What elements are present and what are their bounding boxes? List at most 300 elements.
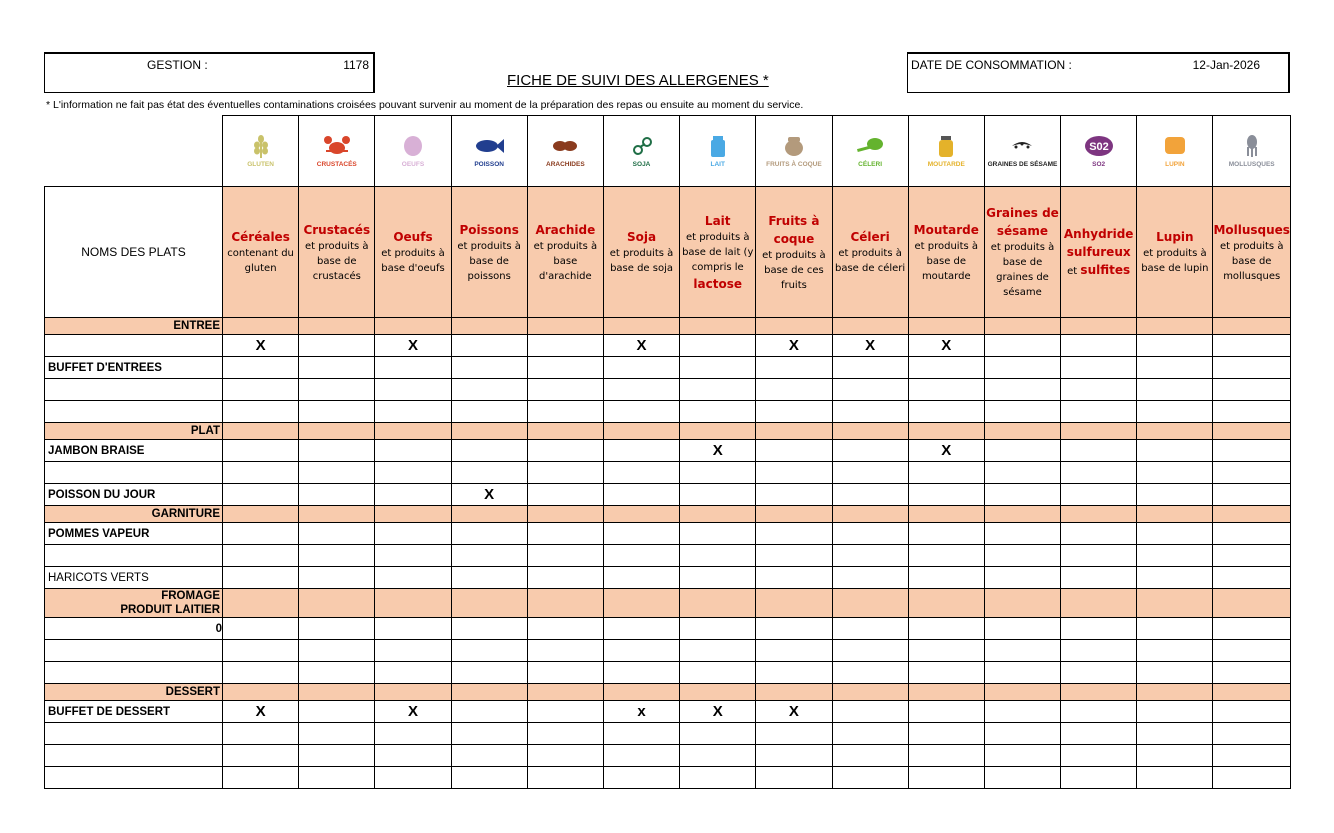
allergen-cell[interactable] <box>984 357 1060 379</box>
allergen-cell[interactable] <box>908 545 984 567</box>
table-row <box>45 640 1291 662</box>
allergen-cell[interactable] <box>984 545 1060 567</box>
allergen-cell[interactable] <box>603 723 679 745</box>
allergen-cell[interactable] <box>1137 723 1213 745</box>
allergen-cell[interactable] <box>1061 618 1137 640</box>
allergen-cell[interactable] <box>375 723 451 745</box>
allergen-cell[interactable] <box>680 545 756 567</box>
allergen-cell[interactable] <box>756 767 832 789</box>
allergen-cell <box>832 423 908 440</box>
allergen-cell[interactable] <box>451 335 527 357</box>
allergen-cell[interactable] <box>603 462 679 484</box>
allergen-cell[interactable] <box>299 484 375 506</box>
allergen-cell[interactable] <box>984 701 1060 723</box>
crustac-s-icon <box>322 134 352 158</box>
allergen-cell[interactable] <box>984 767 1060 789</box>
allergen-cell[interactable] <box>603 545 679 567</box>
allergen-cell <box>1061 318 1137 335</box>
allergen-cell[interactable] <box>1213 701 1291 723</box>
allergen-cell[interactable] <box>1137 662 1213 684</box>
allergen-cell[interactable] <box>832 745 908 767</box>
allergen-cell[interactable] <box>375 767 451 789</box>
allergen-cell[interactable] <box>756 618 832 640</box>
allergen-cell[interactable] <box>1137 484 1213 506</box>
allergen-cell[interactable] <box>832 484 908 506</box>
allergen-cell[interactable] <box>680 335 756 357</box>
allergen-cell[interactable] <box>299 401 375 423</box>
allergen-cell[interactable] <box>603 357 679 379</box>
allergen-cell[interactable] <box>984 462 1060 484</box>
allergen-cell[interactable] <box>603 618 679 640</box>
allergen-cell[interactable] <box>1061 640 1137 662</box>
allergen-cell[interactable] <box>527 462 603 484</box>
allergen-cell[interactable] <box>680 662 756 684</box>
allergen-cell[interactable] <box>908 723 984 745</box>
allergen-mark: X <box>712 441 723 459</box>
allergen-cell[interactable] <box>680 767 756 789</box>
dish-name[interactable]: JAMBON BRAISE <box>45 440 223 462</box>
dish-name[interactable] <box>45 379 223 401</box>
allergen-cell[interactable] <box>603 401 679 423</box>
allergen-cell[interactable] <box>451 662 527 684</box>
allergen-cell[interactable] <box>908 357 984 379</box>
allergen-cell[interactable] <box>908 401 984 423</box>
allergen-cell[interactable] <box>223 357 299 379</box>
allergen-cell[interactable] <box>1061 662 1137 684</box>
allergen-cell[interactable] <box>527 523 603 545</box>
allergen-cell[interactable] <box>1137 567 1213 589</box>
allergen-cell[interactable] <box>1213 401 1291 423</box>
allergen-cell[interactable] <box>603 662 679 684</box>
allergen-cell[interactable] <box>299 335 375 357</box>
table-row <box>45 523 1291 545</box>
allergen-cell[interactable] <box>527 767 603 789</box>
allergen-desc: et produits à base de graines de sésame <box>990 242 1055 298</box>
allergen-cell[interactable] <box>680 567 756 589</box>
allergen-cell[interactable] <box>680 462 756 484</box>
allergen-cell[interactable] <box>603 767 679 789</box>
allergen-cell[interactable] <box>832 618 908 640</box>
dish-name[interactable]: POMMES VAPEUR <box>45 523 223 545</box>
allergen-cell[interactable] <box>680 401 756 423</box>
allergen-cell[interactable] <box>299 640 375 662</box>
allergen-cell[interactable] <box>375 662 451 684</box>
allergen-cell[interactable] <box>832 357 908 379</box>
allergen-cell[interactable] <box>1213 357 1291 379</box>
allergen-cell[interactable] <box>908 745 984 767</box>
allergen-cell[interactable] <box>603 640 679 662</box>
allergen-cell[interactable] <box>1061 484 1137 506</box>
allergen-cell[interactable] <box>756 357 832 379</box>
table-row <box>45 401 1291 423</box>
allergen-cell[interactable] <box>1213 484 1291 506</box>
dish-name[interactable] <box>45 662 223 684</box>
allergen-icon-label: FRUITS À COQUE <box>766 160 822 168</box>
allergen-cell[interactable] <box>984 335 1060 357</box>
allergen-cell[interactable] <box>1213 640 1291 662</box>
category-row <box>45 423 1291 440</box>
allergen-cell[interactable] <box>223 462 299 484</box>
allergen-cell <box>1137 589 1213 618</box>
allergen-cell[interactable] <box>375 401 451 423</box>
allergen-cell[interactable] <box>832 523 908 545</box>
allergen-cell[interactable] <box>299 379 375 401</box>
allergen-cell[interactable] <box>527 545 603 567</box>
allergen-cell[interactable] <box>756 567 832 589</box>
allergen-cell[interactable] <box>451 745 527 767</box>
dish-name[interactable] <box>45 335 223 357</box>
allergen-cell[interactable] <box>223 440 299 462</box>
allergen-cell[interactable] <box>756 379 832 401</box>
allergen-cell[interactable] <box>908 767 984 789</box>
allergen-icon-label: GRAINES DE SÉSAME <box>987 160 1058 168</box>
allergen-cell[interactable] <box>527 335 603 357</box>
allergen-cell <box>299 589 375 618</box>
allergen-cell[interactable] <box>299 567 375 589</box>
allergen-cell[interactable] <box>1213 767 1291 789</box>
allergen-cell[interactable] <box>908 440 984 462</box>
dish-name[interactable] <box>45 462 223 484</box>
allergen-cell <box>527 318 603 335</box>
allergen-cell[interactable] <box>680 640 756 662</box>
allergen-cell[interactable] <box>1213 440 1291 462</box>
allergen-cell[interactable] <box>832 545 908 567</box>
allergen-cell <box>603 318 679 335</box>
allergen-cell[interactable] <box>223 767 299 789</box>
allergen-mark: X <box>407 702 418 720</box>
allergen-cell[interactable] <box>451 401 527 423</box>
allergen-cell[interactable] <box>603 701 679 723</box>
allergen-cell[interactable] <box>756 484 832 506</box>
allergen-cell[interactable] <box>756 545 832 567</box>
allergen-cell[interactable] <box>451 545 527 567</box>
allergen-cell[interactable] <box>832 335 908 357</box>
allergen-cell[interactable] <box>375 523 451 545</box>
allergen-cell[interactable] <box>603 335 679 357</box>
allergen-cell[interactable] <box>375 745 451 767</box>
allergen-cell[interactable] <box>756 401 832 423</box>
allergen-cell[interactable] <box>1213 379 1291 401</box>
allergen-cell[interactable] <box>299 357 375 379</box>
allergen-cell[interactable] <box>680 357 756 379</box>
allergen-cell[interactable] <box>756 640 832 662</box>
allergen-cell[interactable] <box>375 640 451 662</box>
allergen-cell[interactable] <box>908 484 984 506</box>
allergen-cell[interactable] <box>527 484 603 506</box>
allergen-cell[interactable] <box>451 701 527 723</box>
allergen-cell[interactable] <box>603 567 679 589</box>
allergen-cell[interactable] <box>1213 745 1291 767</box>
allergen-cell[interactable] <box>375 335 451 357</box>
allergen-desc: et produits à base d'oeufs <box>381 248 445 274</box>
allergen-cell[interactable] <box>451 357 527 379</box>
allergen-cell <box>299 506 375 523</box>
allergen-cell[interactable] <box>1061 523 1137 545</box>
allergen-cell[interactable] <box>908 335 984 357</box>
allergen-cell[interactable] <box>1213 335 1291 357</box>
allergen-cell[interactable] <box>1061 401 1137 423</box>
allergen-cell[interactable] <box>603 745 679 767</box>
allergen-cell[interactable] <box>223 379 299 401</box>
allergen-cell[interactable] <box>223 745 299 767</box>
allergen-cell[interactable] <box>1061 745 1137 767</box>
allergen-cell[interactable] <box>527 662 603 684</box>
allergen-cell[interactable] <box>299 723 375 745</box>
allergen-cell[interactable] <box>451 484 527 506</box>
allergen-cell[interactable] <box>1137 523 1213 545</box>
allergen-cell[interactable] <box>984 662 1060 684</box>
allergen-cell[interactable] <box>451 462 527 484</box>
allergen-cell[interactable] <box>832 723 908 745</box>
allergen-cell[interactable] <box>223 640 299 662</box>
allergen-cell[interactable] <box>984 745 1060 767</box>
allergen-cell[interactable] <box>451 723 527 745</box>
allergen-cell[interactable] <box>375 567 451 589</box>
allergen-icon-label: CÉLERI <box>858 160 883 168</box>
allergen-cell[interactable] <box>299 745 375 767</box>
allergen-cell[interactable] <box>451 640 527 662</box>
allergen-cell[interactable] <box>375 357 451 379</box>
dish-name[interactable]: 0 <box>45 618 223 640</box>
allergen-cell[interactable] <box>908 462 984 484</box>
allergen-cell[interactable] <box>299 523 375 545</box>
allergen-cell[interactable] <box>1213 618 1291 640</box>
allergen-cell[interactable] <box>451 567 527 589</box>
allergen-cell[interactable] <box>1213 523 1291 545</box>
allergen-cell[interactable] <box>680 379 756 401</box>
allergen-cell[interactable] <box>832 401 908 423</box>
allergen-cell[interactable] <box>1137 335 1213 357</box>
dish-name[interactable] <box>45 545 223 567</box>
allergen-cell[interactable] <box>756 662 832 684</box>
svg-text:S02: S02 <box>1088 140 1109 153</box>
allergen-cell[interactable] <box>1061 545 1137 567</box>
allergen-cell[interactable] <box>527 701 603 723</box>
dish-name[interactable]: BUFFET DE DESSERT <box>45 701 223 723</box>
allergen-cell[interactable] <box>603 379 679 401</box>
allergen-cell[interactable] <box>832 440 908 462</box>
allergen-cell[interactable] <box>1137 462 1213 484</box>
allergen-name: Oeufs <box>393 230 433 244</box>
allergen-cell[interactable] <box>1137 640 1213 662</box>
allergen-header <box>223 187 299 318</box>
allergen-cell[interactable] <box>223 567 299 589</box>
allergen-cell[interactable] <box>1061 379 1137 401</box>
allergen-cell[interactable] <box>223 484 299 506</box>
allergen-cell[interactable] <box>984 640 1060 662</box>
allergen-cell[interactable] <box>451 618 527 640</box>
allergen-cell[interactable] <box>832 701 908 723</box>
allergen-cell[interactable] <box>1061 767 1137 789</box>
dish-name[interactable] <box>45 723 223 745</box>
allergen-cell[interactable] <box>1061 723 1137 745</box>
allergen-icon-cell <box>908 116 984 187</box>
allergen-cell[interactable] <box>984 484 1060 506</box>
allergen-cell[interactable] <box>1061 335 1137 357</box>
allergen-cell[interactable] <box>756 701 832 723</box>
allergen-cell <box>1061 506 1137 523</box>
allergen-icon-cell <box>832 116 908 187</box>
allergen-cell[interactable] <box>223 723 299 745</box>
allergen-cell[interactable] <box>223 401 299 423</box>
allergen-cell[interactable] <box>832 379 908 401</box>
allergen-cell[interactable] <box>984 567 1060 589</box>
allergen-cell[interactable] <box>984 618 1060 640</box>
table-row <box>45 545 1291 567</box>
category-label: GARNITURE <box>45 506 223 523</box>
allergen-cell[interactable] <box>527 723 603 745</box>
allergen-desc: et <box>1067 266 1078 277</box>
allergen-cell[interactable] <box>451 767 527 789</box>
allergen-cell[interactable] <box>375 462 451 484</box>
allergen-cell[interactable] <box>1213 567 1291 589</box>
allergen-cell[interactable] <box>908 523 984 545</box>
allergen-cell[interactable] <box>603 440 679 462</box>
allergen-cell <box>984 318 1060 335</box>
allergen-cell[interactable] <box>908 379 984 401</box>
allergen-cell[interactable] <box>451 379 527 401</box>
allergen-cell[interactable] <box>756 440 832 462</box>
so2-icon <box>1084 134 1114 158</box>
dish-name[interactable] <box>45 745 223 767</box>
dish-name[interactable] <box>45 640 223 662</box>
allergen-cell[interactable] <box>908 701 984 723</box>
allergen-cell[interactable] <box>527 745 603 767</box>
allergen-cell[interactable] <box>527 618 603 640</box>
allergen-cell[interactable] <box>1061 567 1137 589</box>
allergen-cell[interactable] <box>223 523 299 545</box>
allergen-cell[interactable] <box>680 523 756 545</box>
allergen-cell[interactable] <box>375 701 451 723</box>
dish-name[interactable] <box>45 767 223 789</box>
allergen-cell[interactable] <box>984 523 1060 545</box>
allergen-cell[interactable] <box>1061 701 1137 723</box>
allergen-cell[interactable] <box>1137 767 1213 789</box>
allergen-cell <box>756 506 832 523</box>
allergen-cell[interactable] <box>984 440 1060 462</box>
allergen-cell[interactable] <box>680 723 756 745</box>
allergen-cell[interactable] <box>299 662 375 684</box>
allergen-cell[interactable] <box>1061 440 1137 462</box>
allergen-cell[interactable] <box>527 640 603 662</box>
allergen-cell[interactable] <box>1213 723 1291 745</box>
allergen-cell[interactable] <box>1213 662 1291 684</box>
allergen-cell[interactable] <box>1061 462 1137 484</box>
allergen-cell[interactable] <box>527 379 603 401</box>
allergen-cell[interactable] <box>1213 462 1291 484</box>
allergen-cell[interactable] <box>756 523 832 545</box>
allergen-cell[interactable] <box>756 335 832 357</box>
allergen-cell[interactable] <box>908 640 984 662</box>
allergen-cell[interactable] <box>223 335 299 357</box>
allergen-cell[interactable] <box>984 723 1060 745</box>
allergen-cell[interactable] <box>1137 440 1213 462</box>
allergen-icon-cell <box>299 116 375 187</box>
allergen-cell[interactable] <box>1213 545 1291 567</box>
dish-name[interactable]: BUFFET D'ENTREES <box>45 357 223 379</box>
allergen-cell[interactable] <box>451 440 527 462</box>
allergen-cell[interactable] <box>1137 545 1213 567</box>
allergen-cell[interactable] <box>451 523 527 545</box>
allergen-cell[interactable] <box>223 618 299 640</box>
allergen-desc: contenant du gluten <box>227 248 294 274</box>
dish-name[interactable]: HARICOTS VERTS <box>45 567 223 589</box>
allergen-cell[interactable] <box>527 401 603 423</box>
allergen-cell[interactable] <box>908 662 984 684</box>
allergen-icon-label: MOUTARDE <box>927 160 965 168</box>
allergen-cell[interactable] <box>756 462 832 484</box>
allergen-cell[interactable] <box>984 379 1060 401</box>
allergen-header <box>451 187 527 318</box>
allergen-cell[interactable] <box>299 618 375 640</box>
allergen-cell[interactable] <box>680 440 756 462</box>
allergen-cell[interactable] <box>984 401 1060 423</box>
allergen-cell[interactable] <box>832 767 908 789</box>
allergen-cell[interactable] <box>223 545 299 567</box>
allergen-cell[interactable] <box>223 662 299 684</box>
allergen-cell[interactable] <box>375 545 451 567</box>
allergen-cell[interactable] <box>832 567 908 589</box>
allergen-cell <box>1213 318 1291 335</box>
allergen-icon-label: SOJA <box>632 160 651 168</box>
allergen-cell[interactable] <box>299 767 375 789</box>
allergen-cell[interactable] <box>527 440 603 462</box>
allergen-cell[interactable] <box>603 523 679 545</box>
allergen-cell <box>756 423 832 440</box>
allergen-cell[interactable] <box>680 745 756 767</box>
allergen-cell[interactable] <box>527 357 603 379</box>
allergen-cell[interactable] <box>1137 701 1213 723</box>
allergen-cell[interactable] <box>680 484 756 506</box>
allergen-cell[interactable] <box>375 618 451 640</box>
allergen-cell[interactable] <box>1137 745 1213 767</box>
allergen-cell[interactable] <box>756 745 832 767</box>
dish-name[interactable]: POISSON DU JOUR <box>45 484 223 506</box>
allergen-cell <box>527 423 603 440</box>
allergen-cell[interactable] <box>832 662 908 684</box>
allergen-cell[interactable] <box>299 545 375 567</box>
allergen-icon-label: OEUFS <box>401 160 425 168</box>
allergen-cell[interactable] <box>1137 379 1213 401</box>
allergen-cell[interactable] <box>680 701 756 723</box>
allergen-cell[interactable] <box>299 440 375 462</box>
allergen-cell[interactable] <box>375 440 451 462</box>
allergen-cell[interactable] <box>375 379 451 401</box>
allergen-cell[interactable] <box>832 462 908 484</box>
allergen-cell[interactable] <box>223 701 299 723</box>
allergen-cell[interactable] <box>527 567 603 589</box>
dish-name[interactable] <box>45 401 223 423</box>
allergen-cell <box>756 589 832 618</box>
allergen-cell[interactable] <box>1061 357 1137 379</box>
allergen-mark: X <box>636 336 647 354</box>
allergen-cell[interactable] <box>299 701 375 723</box>
allergen-cell <box>908 506 984 523</box>
allergen-cell[interactable] <box>1137 401 1213 423</box>
allergen-cell[interactable] <box>908 618 984 640</box>
allergen-cell[interactable] <box>756 723 832 745</box>
allergen-cell[interactable] <box>1137 357 1213 379</box>
allergen-cell[interactable] <box>299 462 375 484</box>
allergen-cell[interactable] <box>603 484 679 506</box>
allergen-cell[interactable] <box>375 484 451 506</box>
allergen-cell[interactable] <box>680 618 756 640</box>
allergen-cell[interactable] <box>1137 618 1213 640</box>
allergen-cell <box>451 423 527 440</box>
gestion-label: GESTION : <box>147 58 208 72</box>
allergen-cell[interactable] <box>832 640 908 662</box>
allergen-cell[interactable] <box>908 567 984 589</box>
